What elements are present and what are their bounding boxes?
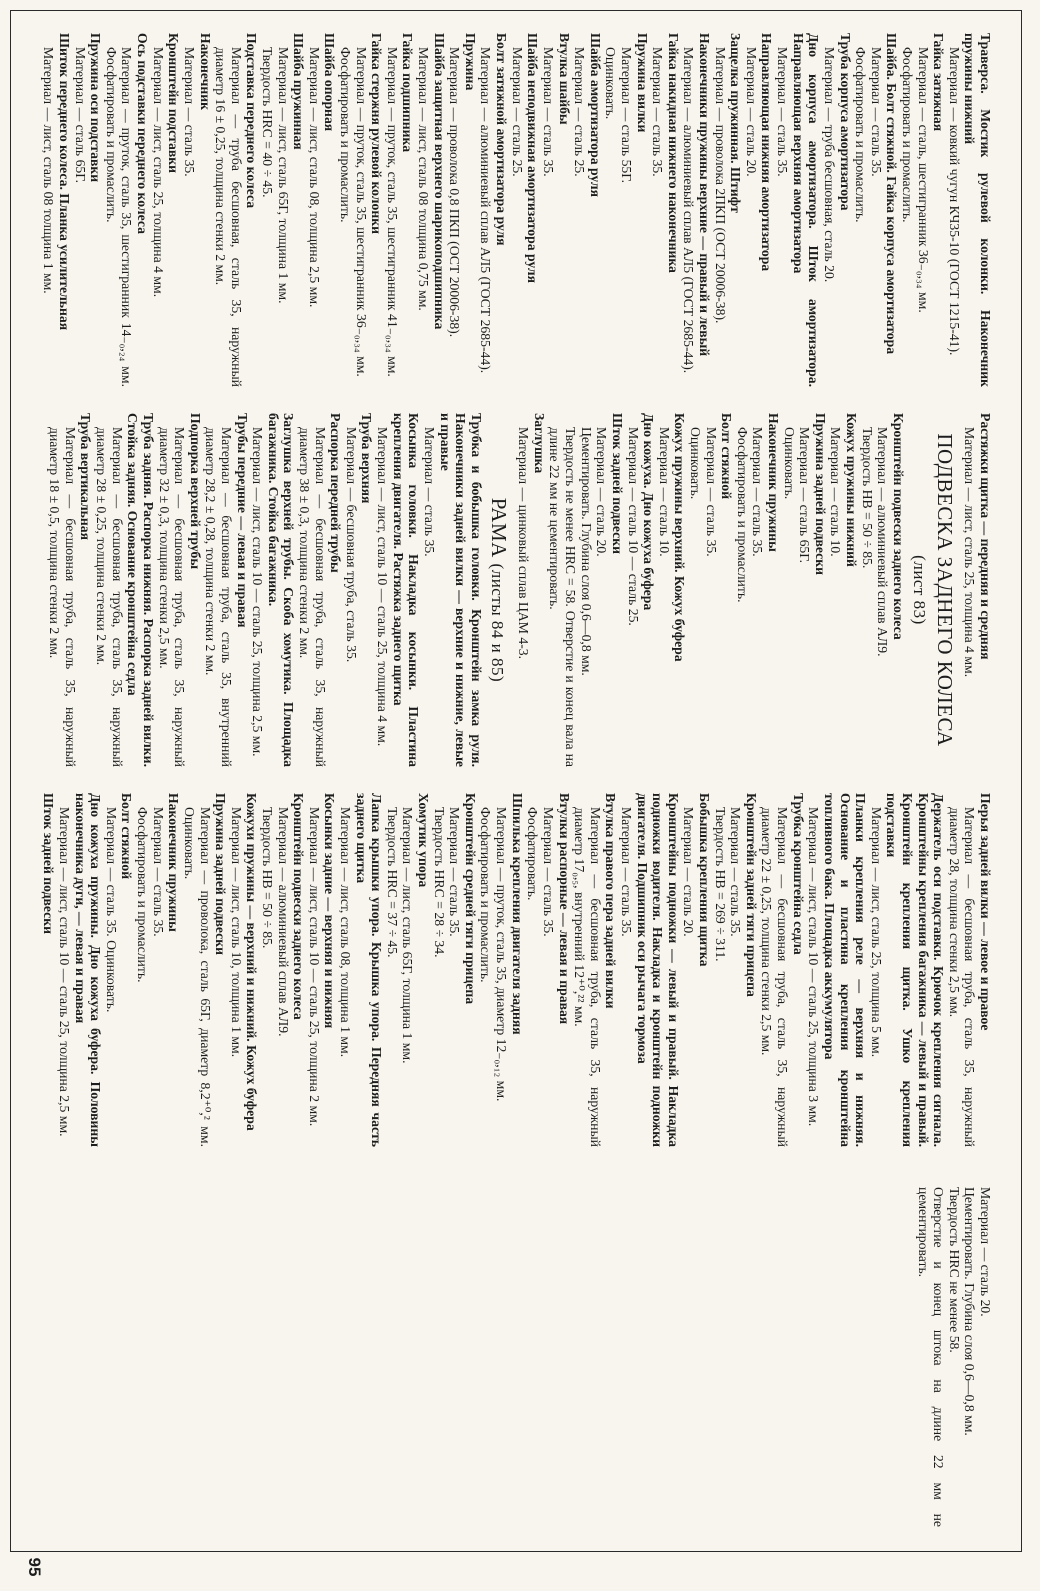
part-entry — [259, 793, 306, 1147]
part-entry — [899, 33, 946, 387]
part-heading: Наконечники пружины верхние — правый и левый — [697, 33, 713, 357]
part-spec-line: Материал — сталь 25. — [572, 47, 588, 177]
part-spec-line: Материал — алюминиевый сплав АЛ9. — [275, 807, 291, 1037]
part-entry — [306, 793, 337, 1147]
section-sheet-ref: (лист 83) — [909, 555, 929, 625]
part-entry — [150, 33, 181, 387]
part-spec-line: Материал — алюминиевый сплав АЛ5 (ГОСТ 2685-44). — [478, 47, 494, 374]
part-spec-line: Материал — сталь 25. — [509, 47, 525, 177]
part-entry — [203, 413, 250, 767]
part-entry — [415, 33, 446, 387]
part-spec-line: Материал — пруток, сталь 35, шестигранник 36₋₀,₃₄ мм. — [353, 47, 369, 377]
part-heading: Труба вертикальная — [78, 413, 94, 541]
part-spec-line: Материал — сталь 20. — [681, 807, 697, 937]
part-spec-line: Материал — ковкий чугун КЧ35-10 (ГОСТ 1215-41). — [946, 47, 962, 356]
part-entry — [478, 33, 509, 387]
part-entry — [431, 793, 478, 1147]
part-entry — [681, 33, 712, 387]
part-spec-line: Материал — бесшовная труба, сталь 35, наружный диаметр 18 ± 0,5, толщина стенки 2 мм. — [47, 427, 78, 767]
part-spec-line: Материал — алюминиевый сплав АЛ9. — [875, 427, 891, 657]
part-spec-line: Твердость HRC = 40 ÷ 45. — [259, 47, 275, 198]
part-entry — [759, 793, 806, 1147]
part-heading: Косынка головки. Накладка косынки. Пластина крепления двигателя. Растяжка заднего щитка — [390, 413, 422, 767]
part-heading: Кронштейн задней тяги прицепа — [743, 793, 759, 997]
part-entry — [603, 33, 650, 387]
part-entry — [306, 33, 337, 387]
part-spec-line: Фосфатировать. — [525, 807, 541, 901]
part-spec-line: Материал — лист, сталь 10, толщина 1 мм. — [228, 807, 244, 1058]
part-entry — [337, 793, 384, 1147]
part-entry — [774, 33, 821, 387]
part-entry — [181, 33, 212, 387]
part-spec-line: Материал — лист, сталь 10 — сталь 25, толщина 2,5 мм. — [57, 807, 73, 1137]
part-entry — [250, 413, 297, 767]
part-heading: Трубы передние — левая и правая — [234, 413, 250, 628]
part-heading: Растяжки щитка — передняя и средняя — [978, 413, 993, 660]
part-spec-line: Материал — сталь 35. — [540, 807, 556, 937]
part-spec-line: Материал — бесшовная труба, сталь 35, наружный диаметр 38 ± 0,3, толщина стенки 2 мм. — [297, 427, 328, 767]
part-entry — [618, 793, 680, 1147]
part-spec-line: Материал — бесшовная труба, сталь 35, наружный диаметр 22 ± 0,25, толщина стенки 2,5 мм. — [759, 807, 791, 1147]
part-spec-line: Материал — сталь 20. — [594, 427, 610, 557]
part-spec-line: Материал — лист, сталь 10 — сталь 25, толщина 4 мм. — [375, 427, 391, 747]
part-spec-line: Материал — труба бесшовная, сталь 35, наружный диаметр 16 ± 0,25, толщина стенки 2 мм. — [213, 47, 244, 387]
part-spec-line: Материал — сталь 35. — [728, 807, 744, 937]
part-heading: Заглушка верхней трубы. Скоба хомутика. Площадка багажника. Стойка багажника. — [265, 413, 297, 767]
part-spec-line: Твердость не менее HRC = 58. Отверстие и конец вала на длине 22 мм не цементировать. — [547, 427, 579, 767]
part-heading: Кронштейн подвески заднего колеса — [291, 793, 307, 1020]
part-spec-line: Материал — лист, сталь 25, толщина 4 мм. — [150, 47, 166, 298]
part-heading: Трубка и бобышка головки. Кронштейн замка руля. Наконечники задней вилки — верхние и нижние, левые и правые — [437, 413, 484, 767]
part-spec-line: Материал — бесшовная труба, сталь 35, внутренний диаметр 28,2 ± 0,28, толщина стенки 2 мм. — [203, 427, 234, 767]
part-heading: Пружина задней подвески — [213, 793, 229, 955]
part-spec-line: Материал — сталь 35. — [703, 427, 719, 557]
part-spec-line: Материал — бесшовная труба, сталь 35, наружный диаметр 28 ± 0,25, толщина стенки 2 мм. — [94, 427, 125, 767]
part-spec-line: Материал — лист, сталь 10 — сталь 25, толщина 2,5 мм. — [250, 427, 266, 757]
part-spec-line: Твердость HRC = 37 ÷ 45. — [384, 807, 400, 958]
part-spec-line: Цементировать. Глубина слоя 0,6—0,8 мм. — [578, 427, 594, 676]
part-spec-line: Материал — сталь 35. — [618, 807, 634, 937]
part-spec-line: Твердость HB = 50 ÷ 85. — [259, 807, 275, 949]
part-heading: Подставка переднего колеса — [244, 33, 260, 209]
page-frame — [10, 10, 1022, 1552]
part-heading: Перья задней вилки — левое и правое — [978, 793, 993, 1031]
part-spec-line: Материал — сталь 65Г. — [72, 47, 88, 184]
part-entry — [259, 33, 306, 387]
part-heading: Заглушка — [531, 413, 547, 474]
part-entry — [828, 413, 859, 767]
part-entry — [213, 33, 260, 387]
part-spec-line: Материал — бесшовная труба, сталь 35, наружный диаметр 28, толщина стенки 2,5 мм. — [946, 807, 978, 1147]
part-heading: Втулка правого пера задней вилки — [603, 793, 619, 1009]
part-spec-line: Материал — лист, сталь 10 — сталь 25, толщина 3 мм. — [806, 807, 822, 1127]
part-spec-line: Материал — сталь 35. — [150, 807, 166, 937]
part-spec-line: Материал — сталь 20. — [978, 1187, 993, 1317]
part-entry — [821, 33, 852, 387]
part-spec-line: Материал — проволока, сталь 65Г, диаметр 8,2⁺⁰,² мм. Оцинковать. — [181, 807, 213, 1147]
part-entry — [374, 413, 421, 767]
part-heading: Шайба опорная — [322, 33, 338, 132]
part-heading: Пружина оси подставки — [88, 33, 104, 183]
part-entry — [343, 413, 374, 767]
part-spec-line: Фосфатировать и промаслить. — [338, 47, 354, 223]
part-entry — [868, 793, 946, 1147]
part-entry — [946, 793, 993, 1147]
part-heading: Распорка передней трубы — [328, 413, 344, 573]
part-spec-line: Материал — сталь 10. — [656, 427, 672, 557]
part-entry — [478, 793, 525, 1147]
part-entry — [859, 413, 906, 767]
part-entry — [103, 33, 150, 387]
part-entry — [509, 33, 540, 387]
part-spec-line: Материал — сталь 55Г. — [618, 47, 634, 184]
part-heading: Втулка шайбы — [556, 33, 572, 125]
part-heading: Болт стяжной — [719, 413, 735, 500]
section-title — [486, 413, 510, 767]
part-heading: Кожух пружины нижний — [844, 413, 860, 567]
part-entry — [962, 413, 993, 767]
part-entry — [650, 33, 681, 387]
part-heading: Кронштейн подвески заднего колеса — [890, 413, 906, 640]
part-spec-line: Фосфатировать и промаслить. — [734, 427, 750, 603]
part-heading: Планки крепления реле — верхняя и нижняя. Основание и пластина крепления кронштейна топливного бака. Площадка аккумулятора — [821, 793, 869, 1147]
part-heading: Кожух пружины верхний. Кожух буфера — [672, 413, 688, 662]
part-entry — [384, 33, 415, 387]
part-spec-line: Материал — сталь 20. — [743, 47, 759, 177]
part-heading: Дно кожуха пружины. Дно кожуха буфера. Половины наконечника дуги, — левая и правая — [72, 793, 104, 1147]
part-entry — [94, 413, 156, 767]
part-heading: Ось подставки переднего колеса — [135, 33, 151, 234]
part-spec-line: Оцинковать. — [603, 47, 619, 120]
part-spec-line: Материал — сталь 10 — сталь 25. — [625, 427, 641, 626]
part-spec-line: Материал — лист, сталь 25, толщина 5 мм. — [868, 807, 884, 1058]
part-entry — [47, 413, 94, 767]
part-spec-line: Материал — сталь 65Г. — [797, 427, 813, 564]
part-spec-line: Материал — лист, сталь 65Г, толщина 1 мм. — [275, 47, 291, 304]
part-spec-line: Материал — труба бесшовная, сталь 20. — [821, 47, 837, 283]
part-heading: Шайба амортизатора руля — [587, 33, 603, 198]
part-heading: Шайба защитная верхнего шарикоподшипника — [431, 33, 447, 330]
part-entry — [625, 413, 656, 767]
part-heading: Труба задняя. Распорка нижняя. Распорка задней вилки. Стойка задняя. Основание кронштейна седла — [125, 413, 156, 767]
part-spec-line: Отверстие и конец штока на длине 22 мм не цементировать. — [915, 1187, 947, 1527]
section-sheet-ref: (листы 84 и 85) — [487, 563, 507, 683]
part-heading: Наконечник пружины — [766, 413, 782, 552]
part-spec-line: Материал — пруток, сталь 35, шестигранник 41₋₀,₃₄ мм. — [384, 47, 400, 377]
part-spec-line: Фосфатировать и промаслить. — [478, 807, 494, 983]
part-heading: Шток задней подвески — [41, 793, 57, 935]
part-heading: Лапка крышки упора. Крышка упора. Передняя часть заднего щитка — [353, 793, 385, 1147]
part-spec-line: Материал — лист, сталь 65Г, толщина 1 мм. — [400, 807, 416, 1064]
part-spec-line: Твердость HB = 50 ÷ 85. — [859, 427, 875, 569]
part-entry — [337, 33, 384, 387]
part-entry — [56, 793, 103, 1147]
part-entry — [156, 413, 203, 767]
part-entry — [781, 413, 828, 767]
part-heading: Болт стяжной — [119, 793, 135, 880]
part-heading: Наконечник пружины — [166, 793, 182, 932]
part-heading: Шток задней подвески — [609, 413, 625, 555]
part-heading: Шиток переднего колеса. Планка усилительная — [57, 33, 73, 331]
part-spec-line: Материал — сталь 35. — [540, 47, 556, 177]
part-spec-line: Оцинковать. — [781, 427, 797, 500]
part-spec-line: Материал — сталь, шестигранник 36₋₀,₃₄ мм. — [915, 47, 931, 313]
part-spec-line: Материал — сталь 35. — [650, 47, 666, 177]
part-entry — [41, 33, 72, 387]
part-heading: Гайка накидная нижнего наконечника — [665, 33, 681, 273]
part-heading: Защелка пружинная. Штифт — [728, 33, 744, 213]
part-heading: Кожухи пружины — верхний и нижний. Кожух буфера — [244, 793, 260, 1131]
page-number: 95 — [25, 1557, 44, 1577]
part-spec-line: Материал — лист, сталь 08 толщина 0,75 мм. — [416, 47, 432, 311]
part-entry — [421, 413, 483, 767]
part-heading: Направляющая нижняя амортизатора — [759, 33, 775, 272]
part-entry — [946, 33, 993, 387]
part-spec-line: Материал — лист, сталь 08 толщина 1 мм. — [41, 47, 57, 294]
part-entry — [681, 793, 712, 1147]
part-spec-line: Материал — проволока 2ПКП (ОСТ 20006-38). — [712, 47, 728, 324]
part-entry — [525, 793, 572, 1147]
part-heading: Пружина вилки — [634, 33, 650, 133]
part-spec-line: Материал — сталь 35. — [868, 47, 884, 177]
part-heading: Пружина задней подвески — [812, 413, 828, 575]
part-spec-line: Материал — лист, сталь 08, толщина 1 мм. — [338, 807, 354, 1058]
part-heading: Наконечник — [197, 33, 213, 111]
part-entry — [712, 793, 759, 1147]
part-spec-line: Фосфатировать и промаслить. — [853, 47, 869, 223]
part-spec-line: Материал — бесшовная труба, сталь 35, наружный диаметр 17₀,₅, внутренний 12⁺⁰,²² мм. — [572, 807, 603, 1147]
part-spec-line: Оцинковать. — [687, 427, 703, 500]
part-entry — [743, 33, 774, 387]
part-heading: Хомутик упора — [416, 793, 432, 888]
part-heading: Кронштейн подставки — [166, 33, 182, 174]
part-entry — [853, 33, 900, 387]
part-spec-line: Материал — алюминиевый сплав АЛ5 (ГОСТ 2685-44). — [681, 47, 697, 374]
part-spec-line: Материал — пруток, сталь 35, диаметр 12₋₀,₁₂ мм. — [494, 807, 510, 1102]
part-heading: Шайба пружинная — [291, 33, 307, 150]
part-entry — [384, 793, 431, 1147]
part-spec-line: Твердость HRC = 28 ÷ 34. — [431, 807, 447, 958]
part-spec-line: Материал — сталь 35. — [775, 47, 791, 177]
part-entry — [296, 413, 343, 767]
part-spec-line: Материал — лист, сталь 08, толщина 2,5 мм. — [306, 47, 322, 308]
part-heading: Дно кожуха. Дно кожуха буфера — [641, 413, 657, 611]
part-entry — [656, 413, 687, 767]
part-spec-line: Материал — бесшовная труба, сталь 35, наружный диаметр 32 ± 0,3, толщина стенки 2,5 мм. — [156, 427, 188, 767]
part-spec-line: Материал — сталь 35. — [750, 427, 766, 557]
part-entry — [447, 33, 478, 387]
part-entry — [712, 33, 743, 387]
part-heading: Шайба неподвижная амортизатора руля — [525, 33, 541, 283]
part-entry — [181, 793, 228, 1147]
part-heading: Дно корпуса амортизатора. Шток амортизатора. Направляющая верхняя амортизатора — [790, 33, 822, 387]
part-spec-line: Твердость HB = 269 ÷ 311. — [712, 807, 728, 962]
section-title-text: РАМА — [486, 497, 511, 558]
part-heading: Гайка стержня рулевой колонки — [369, 33, 385, 234]
part-heading: Подпорка верхней трубы — [187, 413, 203, 570]
part-heading: Косынки задние — верхняя и нижняя — [322, 793, 338, 1029]
part-heading: Держатель оси подставки. Крючок крепления сигнала. Кронштейны крепления багажника — левый и правый. Кронштейн крепления щитка. Ушко крепления подставки — [884, 793, 947, 1147]
section-title-text: ПОДВЕСКА ЗАДНЕГО КОЛЕСА — [932, 433, 957, 747]
part-spec-line: Материал — сталь 35. — [447, 807, 463, 937]
part-spec-line: Материал — проволока 0,8 ПКП (ОСТ 20006-38). — [447, 47, 463, 338]
part-spec-line: Твердость HRC не менее 58. — [946, 1187, 962, 1353]
part-heading: Пружина — [462, 33, 478, 91]
part-heading: Шпилька крепления двигателя задняя — [509, 793, 525, 1035]
part-heading: Труба корпуса амортизатора — [837, 33, 853, 211]
part-entry — [572, 33, 603, 387]
part-spec-line: Материал — сталь 10. — [828, 427, 844, 557]
part-heading: Траверса. Мостик рулевой колонки. Наконечник пружины нижний — [962, 33, 993, 387]
part-entry — [734, 413, 781, 767]
part-heading: Втулки распорные — левая и правая — [556, 793, 572, 1025]
part-heading: Бобышка крепления щитка — [697, 793, 713, 967]
part-entry — [72, 33, 103, 387]
part-spec-line: Материал — сталь 35. Оцинковать. — [103, 807, 119, 1013]
part-entry — [134, 793, 181, 1147]
part-spec-line: Цементировать. Глубина слоя 0,6—0,8 мм. — [962, 1187, 978, 1436]
part-spec-line: Материал — лист, сталь 25, толщина 4 мм. — [962, 427, 978, 678]
part-entry — [516, 413, 547, 767]
part-heading: Болт затяжной амортизатора руля — [494, 33, 510, 246]
part-spec-line: Материал — лист, сталь 10 — сталь 25, толщина 2 мм. — [306, 807, 322, 1127]
part-heading: Кронштейны подножки — левый и правый. Накладка подножки водителя. Накладка и кронштейн подножки двигателя. Подшипник оси рычага тормоза — [634, 793, 681, 1147]
part-heading: Трубка кронштейна седла — [790, 793, 806, 955]
part-entry — [687, 413, 734, 767]
part-heading: Гайка затяжная — [931, 33, 947, 132]
part-spec-line: Материал — сталь 35. — [181, 47, 197, 177]
part-spec-line: Материал — пруток, сталь 35, шестигранник 14₋₀,₂₄ мм. Фосфатировать и промаслить. — [103, 47, 135, 387]
part-heading: Кронштейн средней тяги прицепа — [462, 793, 478, 1005]
part-spec-line: Материал — цинковый сплав ЦАМ 4-3. — [516, 427, 532, 660]
section-title — [908, 413, 956, 767]
part-entry — [103, 793, 134, 1147]
part-entry — [547, 413, 625, 767]
part-spec-line: Материал — бесшовная труба, сталь 35. — [343, 427, 359, 663]
part-spec-line: Фосфатировать и промаслить. — [899, 47, 915, 223]
part-entry — [540, 33, 571, 387]
part-spec-line: Материал — сталь 35. — [421, 427, 437, 557]
part-heading: Труба верхняя — [359, 413, 375, 504]
part-entry — [806, 793, 868, 1147]
part-heading: Гайка подшипника — [400, 33, 416, 153]
part-entry — [228, 793, 259, 1147]
part-entry — [572, 793, 619, 1147]
part-heading: Шайба. Болт стяжной. Гайка корпуса амортизатора — [884, 33, 900, 355]
rotated-text-columns — [11, 11, 1021, 1551]
part-spec-line: Фосфатировать и промаслить. — [135, 807, 151, 983]
